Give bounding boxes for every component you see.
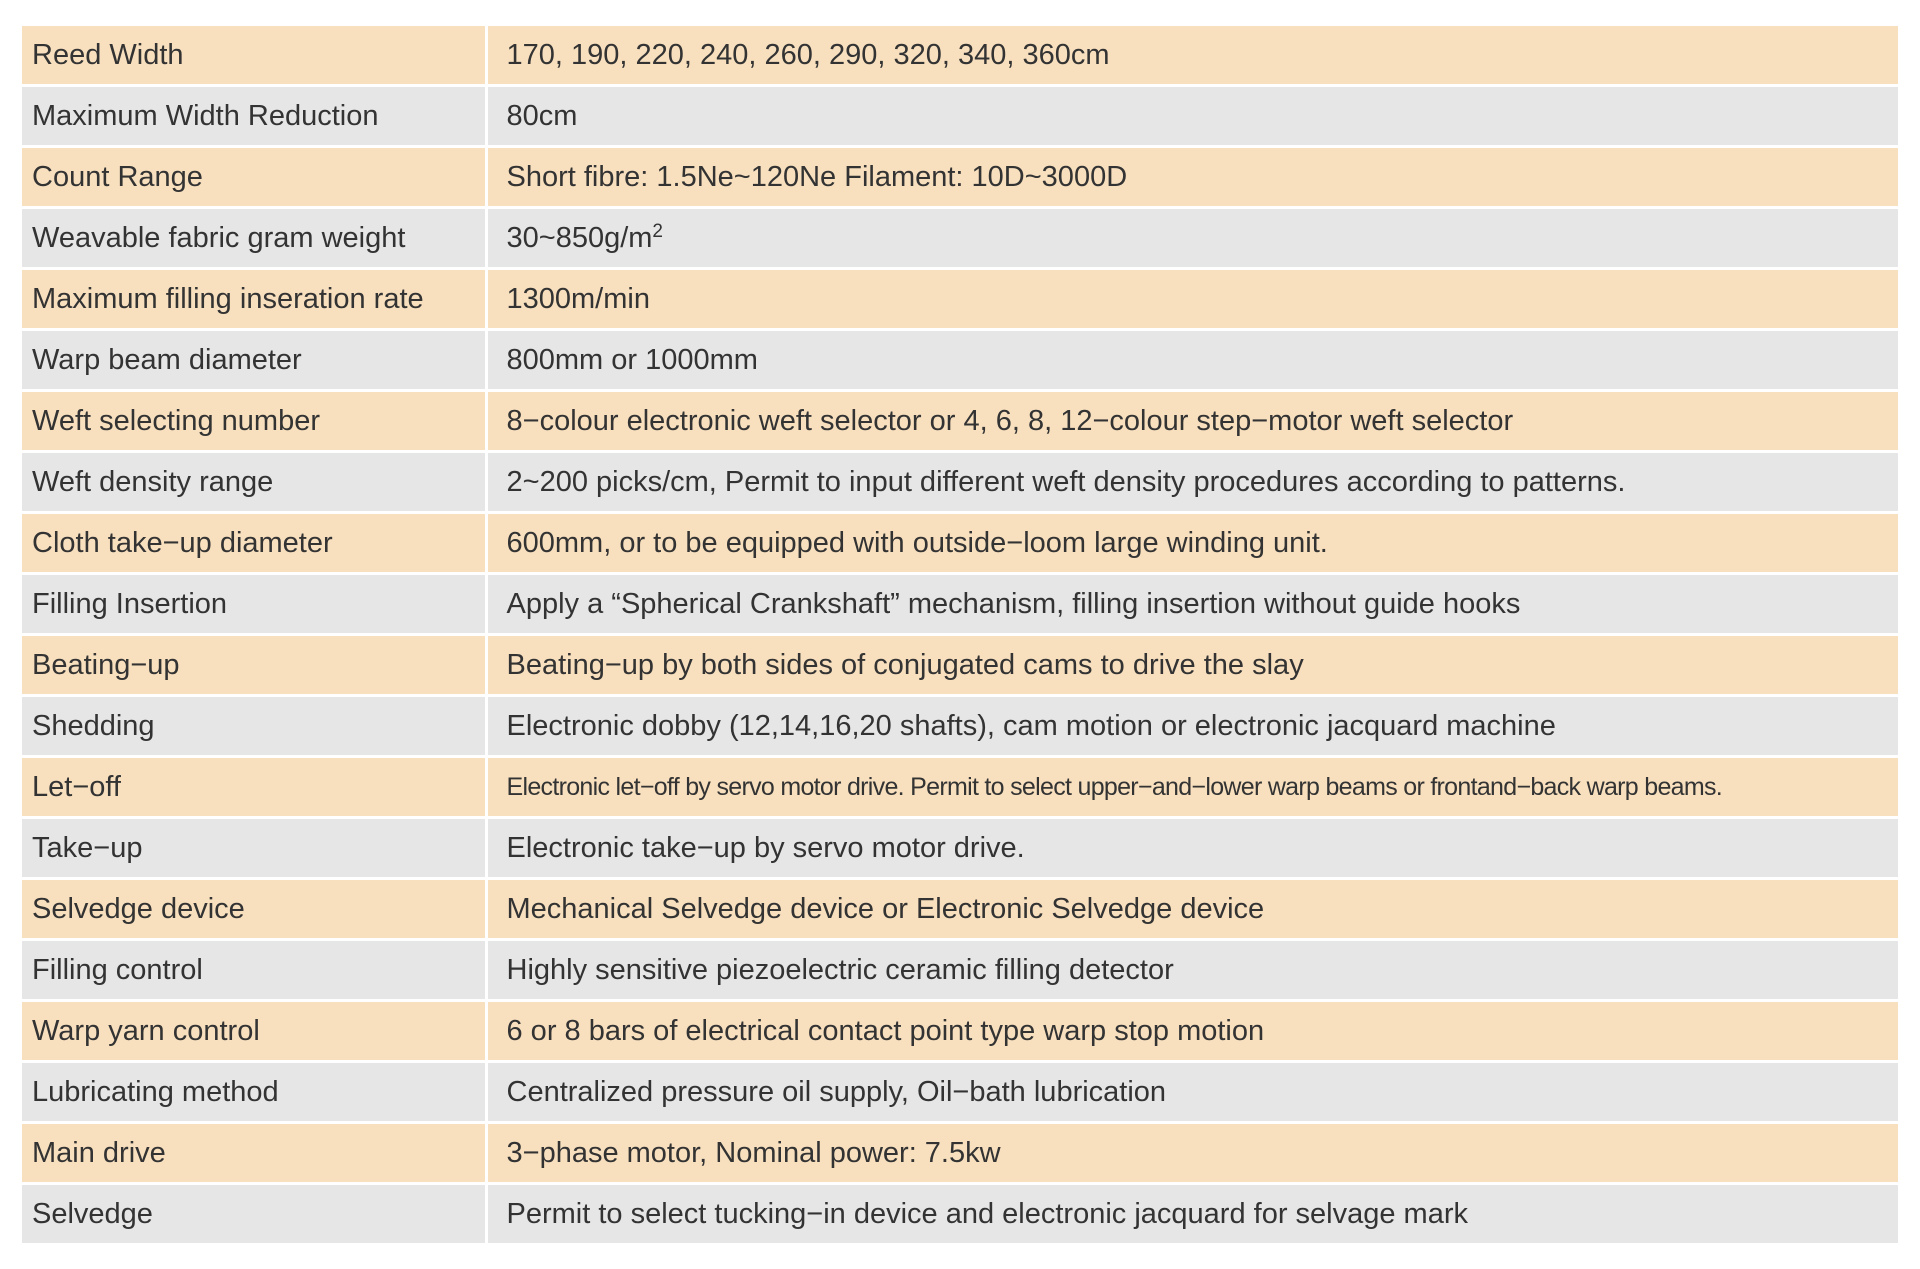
spec-value: 8−colour electronic weft selector or 4, 6, 8, 12−colour step−motor weft selector (486, 391, 1898, 452)
spec-row-weavable-fabric-gram-weight (22, 208, 1898, 269)
spec-label: Warp yarn control (22, 1001, 486, 1062)
spec-table-body (22, 26, 1898, 1243)
spec-row-maximum-filling-inseration-rate (22, 269, 1898, 330)
spec-value: Mechanical Selvedge device or Electronic Selvedge device (486, 879, 1898, 940)
spec-value: Electronic take−up by servo motor drive. (486, 818, 1898, 879)
spec-row-reed-width (22, 26, 1898, 86)
spec-value: Apply a “Spherical Crankshaft” mechanism, filling insertion without guide hooks (486, 574, 1898, 635)
spec-row-cloth-take-up-diameter (22, 513, 1898, 574)
spec-row-lubricating-method (22, 1062, 1898, 1123)
spec-value: Centralized pressure oil supply, Oil−bath lubrication (486, 1062, 1898, 1123)
spec-row-maximum-width-reduction (22, 86, 1898, 147)
spec-label: Cloth take−up diameter (22, 513, 486, 574)
spec-row-filling-control (22, 940, 1898, 1001)
spec-label: Maximum Width Reduction (22, 86, 486, 147)
spec-value: 80cm (486, 86, 1898, 147)
spec-label: Shedding (22, 696, 486, 757)
spec-label: Take−up (22, 818, 486, 879)
spec-row-warp-yarn-control (22, 1001, 1898, 1062)
spec-label: Maximum filling inseration rate (22, 269, 486, 330)
spec-row-selvedge-device (22, 879, 1898, 940)
spec-row-selvedge (22, 1184, 1898, 1244)
spec-value (486, 208, 1898, 269)
spec-label: Lubricating method (22, 1062, 486, 1123)
spec-row-filling-insertion (22, 574, 1898, 635)
spec-value: 6 or 8 bars of electrical contact point type warp stop motion (486, 1001, 1898, 1062)
spec-row-weft-density-range (22, 452, 1898, 513)
spec-value: Beating−up by both sides of conjugated cams to drive the slay (486, 635, 1898, 696)
spec-value: 3−phase motor, Nominal power: 7.5kw (486, 1123, 1898, 1184)
spec-value: Highly sensitive piezoelectric ceramic filling detector (486, 940, 1898, 1001)
spec-label: Main drive (22, 1123, 486, 1184)
spec-table (22, 26, 1898, 1243)
spec-row-beating-up (22, 635, 1898, 696)
spec-value-text: 30~850g/m (506, 221, 653, 254)
spec-label: Weft selecting number (22, 391, 486, 452)
spec-row-shedding (22, 696, 1898, 757)
spec-value: Electronic let−off by servo motor drive. Permit to select upper−and−lower warp beams or frontand−back warp beams. (486, 757, 1898, 818)
spec-row-let-off (22, 757, 1898, 818)
spec-value: 600mm, or to be equipped with outside−loom large winding unit. (486, 513, 1898, 574)
unit-exponent: 2 (652, 220, 663, 242)
spec-value: 800mm or 1000mm (486, 330, 1898, 391)
spec-value: Permit to select tucking−in device and electronic jacquard for selvage mark (486, 1184, 1898, 1244)
spec-label: Weft density range (22, 452, 486, 513)
spec-value: 1300m/min (486, 269, 1898, 330)
spec-label: Count Range (22, 147, 486, 208)
spec-row-warp-beam-diameter (22, 330, 1898, 391)
spec-row-take-up (22, 818, 1898, 879)
spec-label: Selvedge device (22, 879, 486, 940)
spec-label: Selvedge (22, 1184, 486, 1244)
spec-row-main-drive (22, 1123, 1898, 1184)
spec-value: Electronic dobby (12,14,16,20 shafts), cam motion or electronic jacquard machine (486, 696, 1898, 757)
spec-value: 2~200 picks/cm, Permit to input different weft density procedures according to patterns. (486, 452, 1898, 513)
spec-label: Filling control (22, 940, 486, 1001)
spec-label: Beating−up (22, 635, 486, 696)
spec-row-count-range (22, 147, 1898, 208)
spec-value: Short fibre: 1.5Ne~120Ne Filament: 10D~3000D (486, 147, 1898, 208)
spec-label: Reed Width (22, 26, 486, 86)
spec-label: Filling Insertion (22, 574, 486, 635)
spec-label: Weavable fabric gram weight (22, 208, 486, 269)
spec-value: 170, 190, 220, 240, 260, 290, 320, 340, 360cm (486, 26, 1898, 86)
spec-label: Warp beam diameter (22, 330, 486, 391)
spec-label: Let−off (22, 757, 486, 818)
spec-row-weft-selecting-number (22, 391, 1898, 452)
